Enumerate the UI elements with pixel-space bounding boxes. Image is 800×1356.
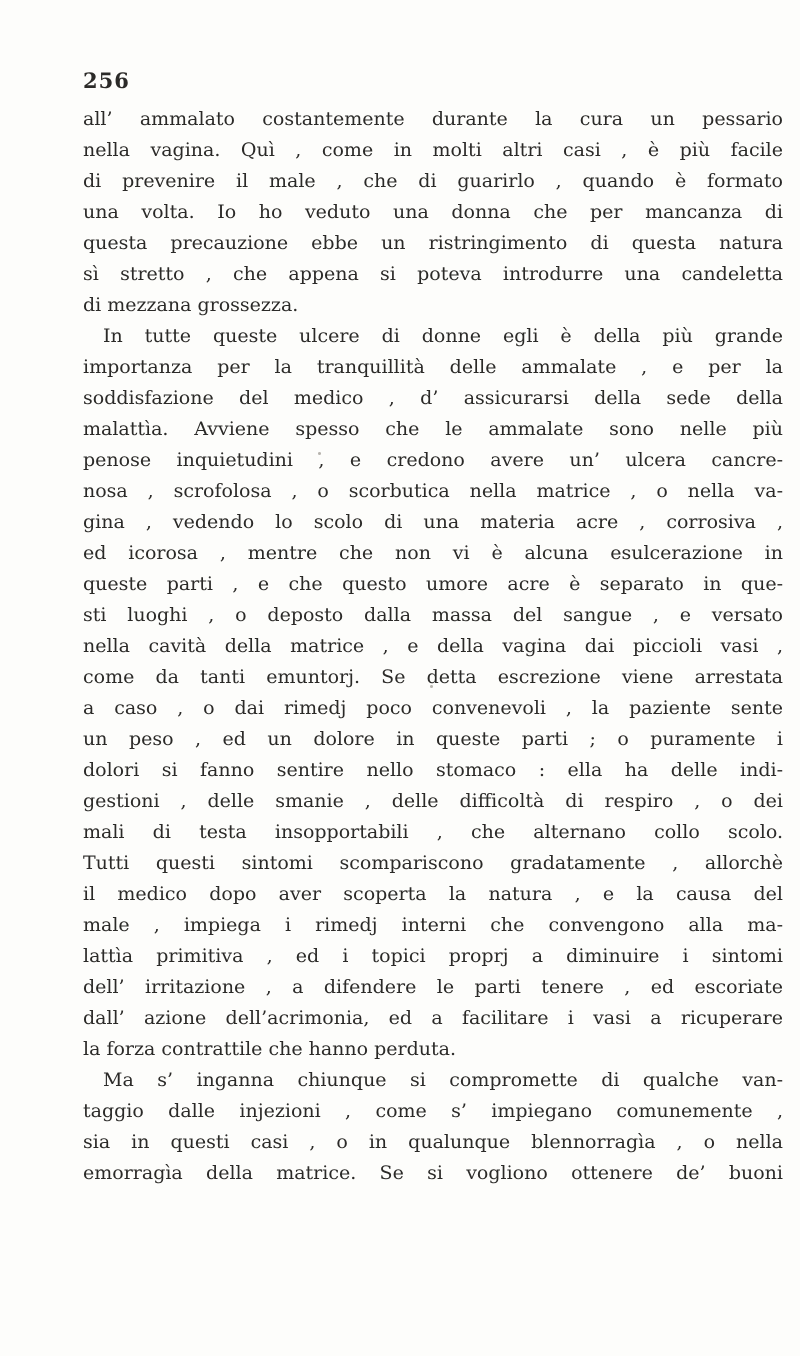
text-line: soddisfazione del medico , d’ assicurarsi della sede della [83,387,783,409]
text-line: malattìa. Avviene spesso che le ammalate sono nelle più [83,418,783,440]
text-line: male , impiega i rimedj interni che convengono alla ma- [83,914,783,936]
text-line: lattìa primitiva , ed i topici proprj a diminuire i sintomi [83,945,783,967]
text-line: nosa , scrofolosa , o scorbutica nella matrice , o nella va- [83,480,783,502]
text-line: importanza per la tranquillità delle ammalate , e per la [83,356,783,378]
text-line: sì stretto , che appena si poteva introdurre una candeletta [83,263,783,285]
text-line: il medico dopo aver scoperta la natura , e la causa del [83,883,783,905]
text-line: di prevenire il male , che di guarirlo , quando è formato [83,170,783,192]
text-line: all’ ammalato costantemente durante la cura un pessario [83,108,783,130]
text-line: come da tanti emuntorj. Se detta escrezione viene arrestata [83,666,783,688]
text-line: penose inquietudini , e credono avere un’ ulcera cancre- [83,449,783,471]
text-line: sia in questi casi , o in qualunque blennorragìa , o nella [83,1131,783,1153]
text-line: mali di testa insopportabili , che alternano collo scolo. [83,821,783,843]
text-line: queste parti , e che questo umore acre è separato in que- [83,573,783,595]
text-line: una volta. Io ho veduto una donna che per mancanza di [83,201,783,223]
text-line: gina , vedendo lo scolo di una materia acre , corrosiva , [83,511,783,533]
text-line: la forza contrattile che hanno perduta. [83,1038,457,1060]
text-line: ed icorosa , mentre che non vi è alcuna esulcerazione in [83,542,783,564]
text-line: di mezzana grossezza. [83,294,299,316]
text-line: taggio dalle injezioni , come s’ impiegano comunemente , [83,1100,783,1122]
text-line: nella cavità della matrice , e della vagina dai piccioli vasi , [83,635,783,657]
text-line: sti luoghi , o deposto dalla massa del sangue , e versato [83,604,783,626]
text-line: questa precauzione ebbe un ristringimento di questa natura [83,232,783,254]
text-line: a caso , o dai rimedj poco convenevoli , la paziente sente [83,697,783,719]
paragraph-start-line: In tutte queste ulcere di donne egli è della più grande [103,325,783,347]
text-line: dall’ azione dell’acrimonia, ed a facilitare i vasi a ricuperare [83,1007,783,1029]
text-line: nella vagina. Quì , come in molti altri casi , è più facile [83,139,783,161]
paragraph-start-line: Ma s’ inganna chiunque si compromette di qualche van- [103,1069,783,1091]
body-text [83,104,783,1189]
text-line: dolori si fanno sentire nello stomaco : ella ha delle indi- [83,759,783,781]
text-line: gestioni , delle smanie , delle difficoltà di respiro , o dei [83,790,783,812]
text-line: emorragìa della matrice. Se si vogliono ottenere de’ buoni [83,1162,783,1184]
text-line: Tutti questi sintomi scompariscono gradatamente , allorchè [83,852,783,874]
page-number: 256 [83,68,130,93]
text-line: dell’ irritazione , a difendere le parti tenere , ed escoriate [83,976,783,998]
text-line: un peso , ed un dolore in queste parti ; o puramente i [83,728,783,750]
